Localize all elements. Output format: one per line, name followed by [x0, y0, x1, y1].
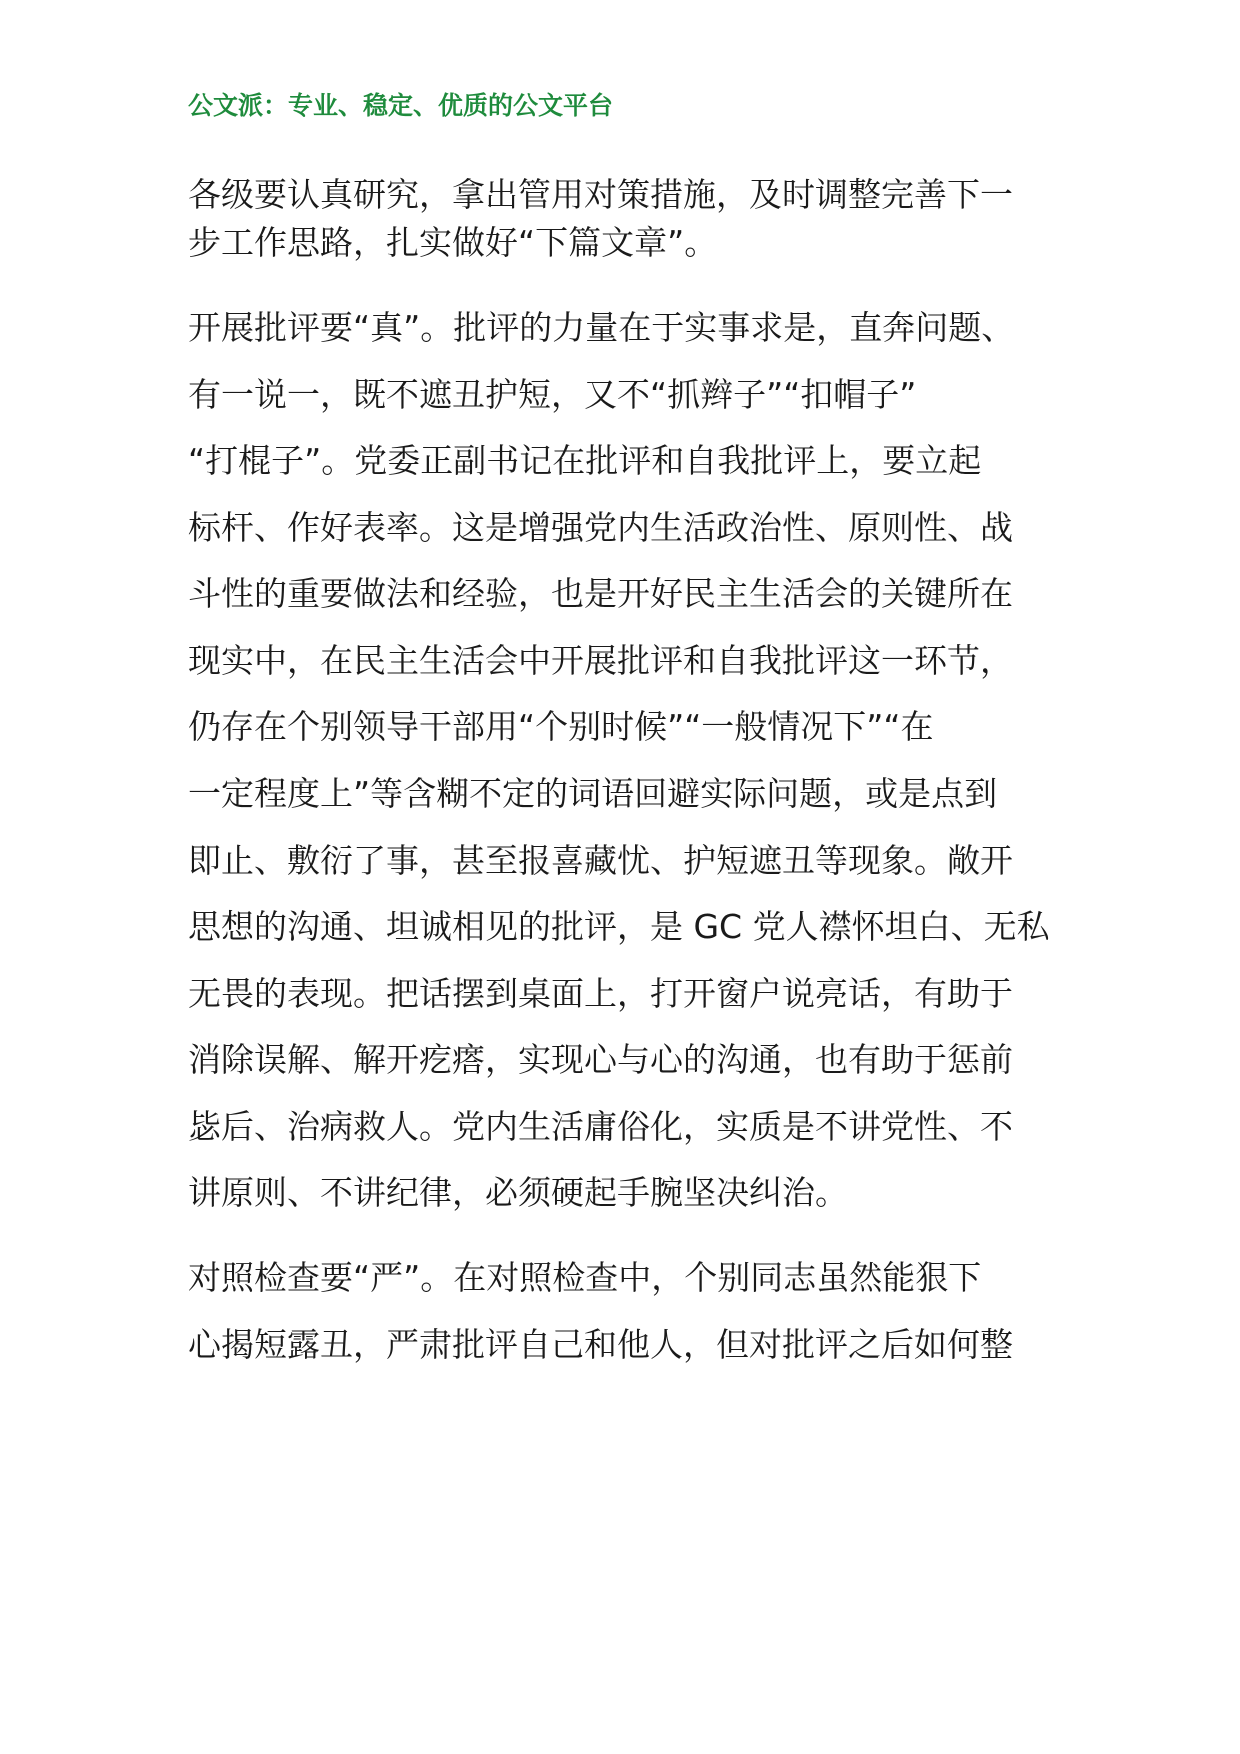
body-line: 仍存在个别领导干部用“个别时候”“一般情况下”“在 [188, 707, 934, 746]
body-line: 消除误解、解开疙瘩，实现心与心的沟通，也有助于惩前 [188, 1040, 1013, 1079]
header-title: 公文派：专业、稳定、优质的公文平台 [188, 91, 614, 120]
body-line: 各级要认真研究，拿出管用对策措施，及时调整完善下一 [188, 175, 1013, 214]
body-line: 有一说一，既不遮丑护短，又不“抓辫子”“扣帽子” [188, 375, 917, 414]
body-line: 无畏的表现。把话摆到桌面上，打开窗户说亮话，有助于 [188, 974, 1013, 1013]
body-line: 心揭短露丑，严肃批评自己和他人，但对批评之后如何整 [188, 1325, 1013, 1364]
body-line: 讲原则、不讲纪律，必须硬起手腕坚决纠治。 [188, 1173, 848, 1212]
body-line: 现实中，在民主生活会中开展批评和自我批评这一环节， [188, 641, 1013, 680]
body-line: 毖后、治病救人。党内生活庸俗化，实质是不讲党性、不 [188, 1107, 1013, 1146]
body-line: 标杆、作好表率。这是增强党内生活政治性、原则性、战 [188, 508, 1013, 547]
body-line: “打棍子”。党委正副书记在批评和自我批评上，要立起 [188, 441, 982, 480]
body-line: 思想的沟通、坦诚相见的批评，是 GC 党人襟怀坦白、无私 [188, 907, 1050, 946]
body-line: 对照检查要“严”。在对照检查中，个别同志虽然能狠下 [188, 1258, 982, 1297]
body-line: 步工作思路，扎实做好“下篇文章”。 [188, 223, 718, 262]
body-line: 一定程度上”等含糊不定的词语回避实际问题，或是点到 [188, 774, 998, 813]
body-line: 即止、敷衍了事，甚至报喜藏忧、护短遮丑等现象。敞开 [188, 841, 1013, 880]
body-line: 斗性的重要做法和经验，也是开好民主生活会的关键所在 [188, 574, 1013, 613]
body-line: 开展批评要“真”。批评的力量在于实事求是，直奔问题、 [188, 308, 1015, 347]
